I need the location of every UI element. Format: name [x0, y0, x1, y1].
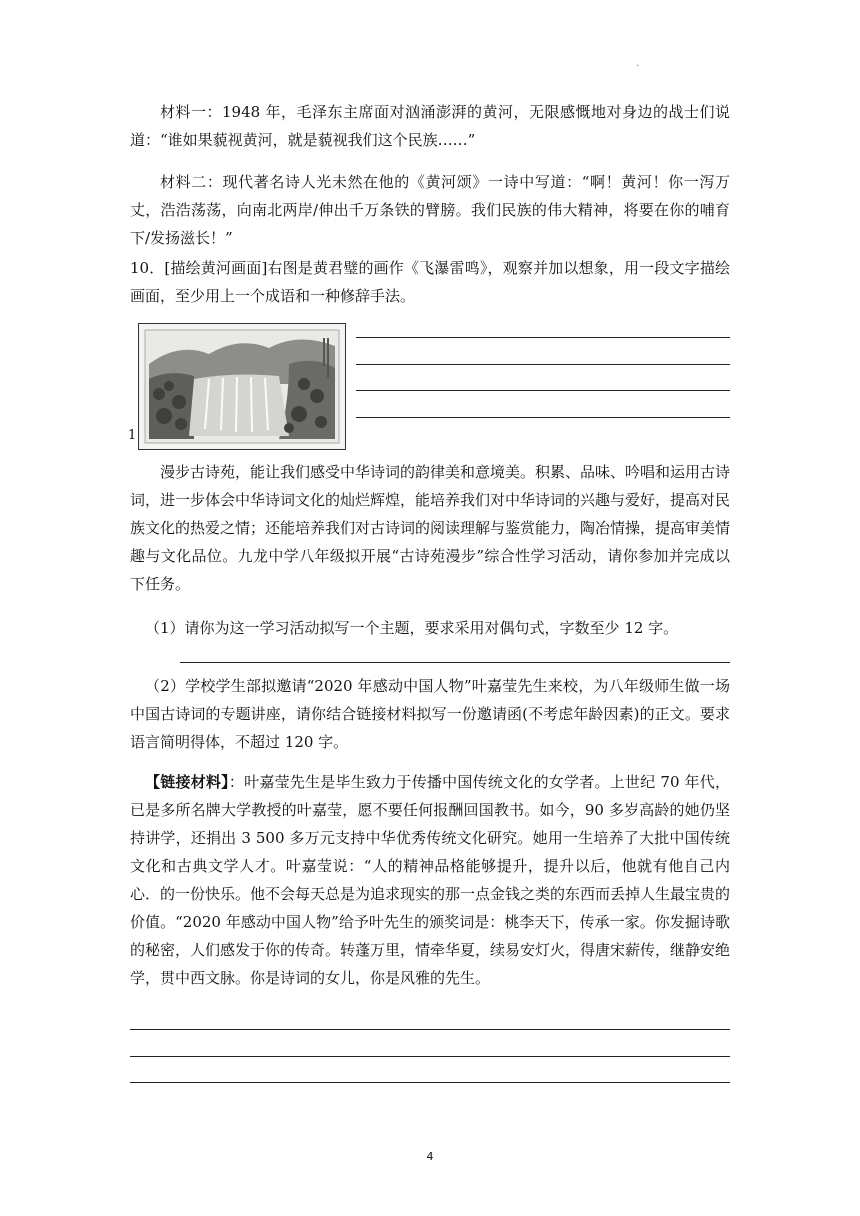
question-10: 10．[描绘黄河画面]右图是黄君璧的画作《飞瀑雷鸣》，观察并加以想象，用一段文字描绘画面，至少用上一个成语和一种修辞手法。	[130, 259, 730, 305]
answer-line-q10-3	[356, 390, 730, 391]
material-one: 材料一：1948 年，毛泽东主席面对汹涌澎湃的黄河，无限感慨地对身边的战士们说道：“谁如果藐视黄河，就是藐视我们这个民族……”	[130, 103, 730, 149]
answer-line-task-2-1	[130, 1029, 730, 1030]
waterfall-painting	[138, 323, 346, 450]
link-material-text: ：叶嘉莹先生是毕生致力于传播中国传统文化的女学者。上世纪 70 年代，已是多所名牌大学教授的叶嘉莹，愿不要任何报酬回国教书。如今，90 多岁高龄的她仍坚持讲学，还捐出 3 500 多万元支持中华优秀传统文化研究。她用一生培养了大批中国传统文化和古典文学人才。叶嘉莹说：“人的精神品格能够提升，提升以后，他就有他自己内心．的一份快乐。他不会每天总是为追求现实的那一点金钱之类的东西而丢掉人生最宝贵的价值。“2020 年感动中国人物”给予叶先生的颁奖词是：桃李天下，传承一家。你发掘诗歌的秘密，人们感发于你的传奇。转蓬万里，情牵华夏，续易安灯火，得唐宋薪传，继静安绝学，贯中西文脉。你是诗词的女儿，你是风雅的先生。	[130, 773, 731, 987]
answer-line-task-2-2	[130, 1056, 730, 1057]
answer-line-q10-2	[356, 364, 730, 365]
answer-line-q10-1	[356, 337, 730, 338]
image-marker: 1	[128, 428, 137, 443]
link-material	[130, 768, 730, 992]
activity-intro: 漫步古诗苑，能让我们感受中华诗词的韵律美和意境美。积累、品味、吟唱和运用古诗词，进一步体会中华诗词文化的灿烂辉煌，能培养我们对中华诗词的兴趣与爱好，提高对民族文化的热爱之情；还能培养我们对古诗词的阅读理解与鉴赏能力，陶冶情操，提高审美情趣与文化品位。九龙中学八年级拟开展“古诗苑漫步”综合性学习活动，请你参加并完成以下任务。	[130, 463, 731, 593]
answer-line-task-1	[180, 662, 730, 663]
header-mark: .	[636, 58, 640, 69]
answer-line-task-2-3	[130, 1082, 730, 1083]
waterfall-painting-art	[139, 324, 345, 449]
material-two: 材料二：现代著名诗人光未然在他的《黄河颂》一诗中写道：“啊！黄河！你一泻万丈，浩浩荡荡，向南北两岸/伸出千万条铁的臂膀。我们民族的伟大精神，将要在你的哺育下/发扬滋长！”	[130, 173, 730, 247]
answer-line-q10-4	[356, 417, 730, 418]
page-number: 4	[426, 1150, 434, 1163]
link-material-label: 【链接材料】	[145, 773, 229, 791]
task-1: （1）请你为这一学习活动拟写一个主题，要求采用对偶句式，字数至少 12 字。	[145, 619, 679, 637]
task-2: （2）学校学生部拟邀请“2020 年感动中国人物”叶嘉莹先生来校，为八年级师生做一场中国古诗词的专题讲座，请你结合链接材料拟写一份邀请函(不考虑年龄因素)的正文。要求语言简明得体，不超过 120 字。	[130, 677, 730, 751]
